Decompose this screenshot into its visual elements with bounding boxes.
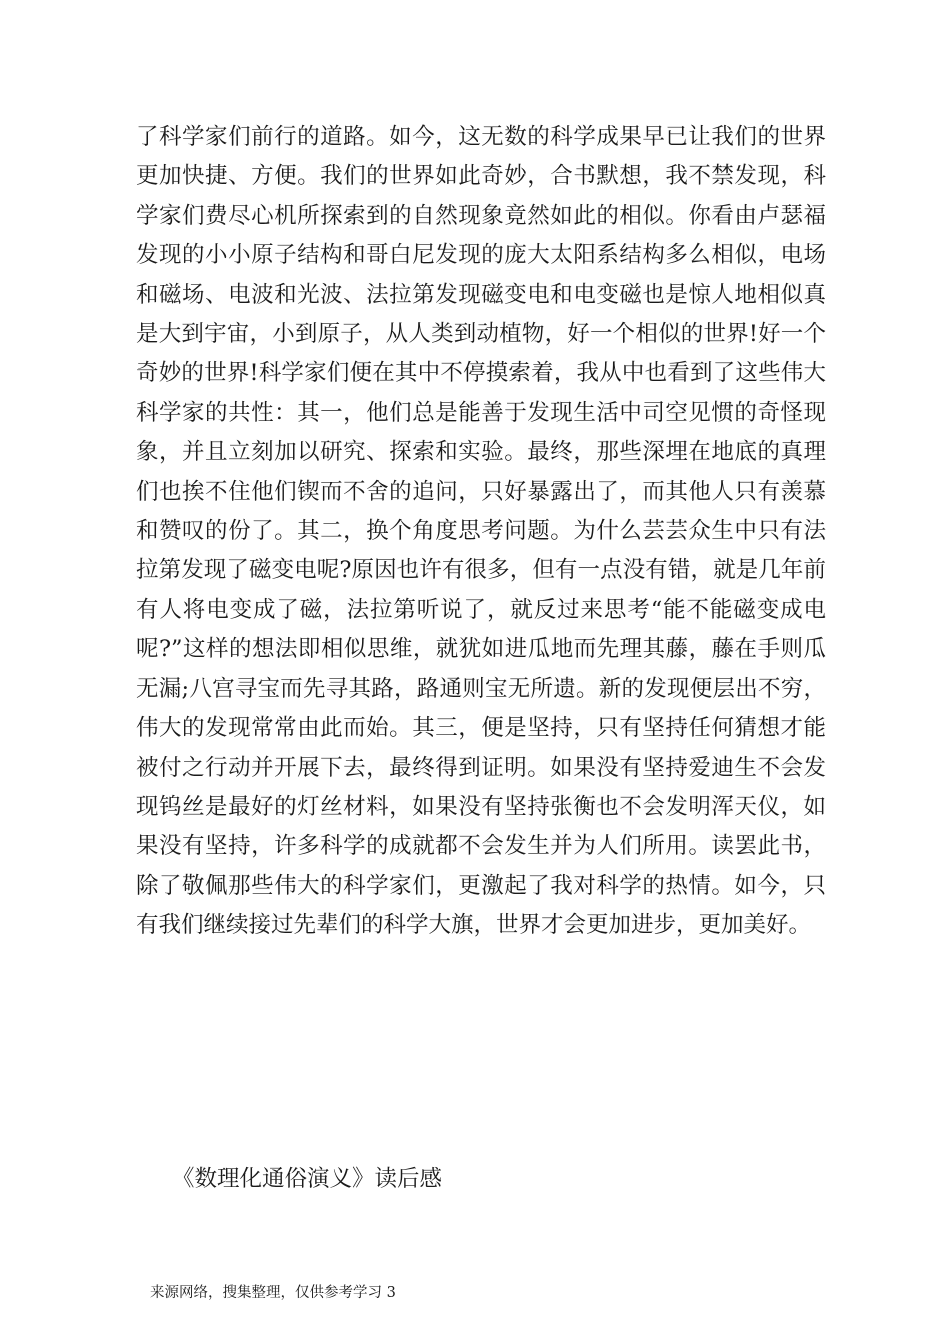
paragraph-line: 象，并且立刻加以研究、探索和实验。最终，那些深埋在地底的真理 xyxy=(136,439,826,466)
paragraph-line: 被付之行动并开展下去，最终得到证明。如果没有坚持爱迪生不会发 xyxy=(136,754,826,781)
page-footer: 来源网络，搜集整理，仅供参考学习 3 xyxy=(150,1285,396,1301)
paragraph-line: 除了敬佩那些伟大的科学家们，更激起了我对科学的热情。如今，只 xyxy=(136,872,826,899)
paragraph-line: 和磁场、电波和光波、法拉第发现磁变电和电变磁也是惊人地相似真 xyxy=(136,281,826,308)
paragraph-line: 和赞叹的份了。其二，换个角度思考问题。为什么芸芸众生中只有法 xyxy=(136,518,826,545)
paragraph-line: 发现的小小原子结构和哥白尼发现的庞大太阳系结构多么相似，电场 xyxy=(136,242,826,269)
paragraph-line: 呢?”这样的想法即相似思维，就犹如进瓜地而先理其藤，藤在手则瓜 xyxy=(136,636,826,663)
paragraph-line: 奇妙的世界!科学家们便在其中不停摸索着，我从中也看到了这些伟大 xyxy=(136,360,826,387)
section-heading: 《数理化通俗演义》读后感 xyxy=(172,1166,443,1192)
paragraph-line: 科学家的共性：其一，他们总是能善于发现生活中司空见惯的奇怪现 xyxy=(136,399,826,426)
paragraph-line: 拉第发现了磁变电呢?原因也许有很多，但有一点没有错，就是几年前 xyxy=(136,557,826,584)
paragraph-line: 更加快捷、方便。我们的世界如此奇妙，合书默想，我不禁发现，科 xyxy=(136,163,826,190)
body-paragraph xyxy=(136,118,826,946)
paragraph-line: 有我们继续接过先辈们的科学大旗，世界才会更加进步，更加美好。 xyxy=(136,912,812,939)
paragraph-line: 伟大的发现常常由此而始。其三，便是坚持，只有坚持任何猜想才能 xyxy=(136,715,826,742)
paragraph-line: 是大到宇宙，小到原子，从人类到动植物，好一个相似的世界!好一个 xyxy=(136,321,826,348)
paragraph-line: 有人将电变成了磁，法拉第听说了，就反过来思考“能不能磁变成电 xyxy=(136,596,826,623)
paragraph-line: 现钨丝是最好的灯丝材料，如果没有坚持张衡也不会发明浑天仪，如 xyxy=(136,793,826,820)
paragraph-line: 们也挨不住他们锲而不舍的追问，只好暴露出了，而其他人只有羡慕 xyxy=(136,478,826,505)
paragraph-line: 了科学家们前行的道路。如今，这无数的科学成果早已让我们的世界 xyxy=(136,124,826,150)
paragraph-line: 果没有坚持，许多科学的成就都不会发生并为人们所用。读罢此书， xyxy=(136,833,826,860)
paragraph-line: 无漏;八宫寻宝而先寻其路，路通则宝无所遗。新的发现便层出不穷， xyxy=(136,675,826,702)
paragraph-line: 学家们费尽心机所探索到的自然现象竟然如此的相似。你看由卢瑟福 xyxy=(136,202,826,229)
